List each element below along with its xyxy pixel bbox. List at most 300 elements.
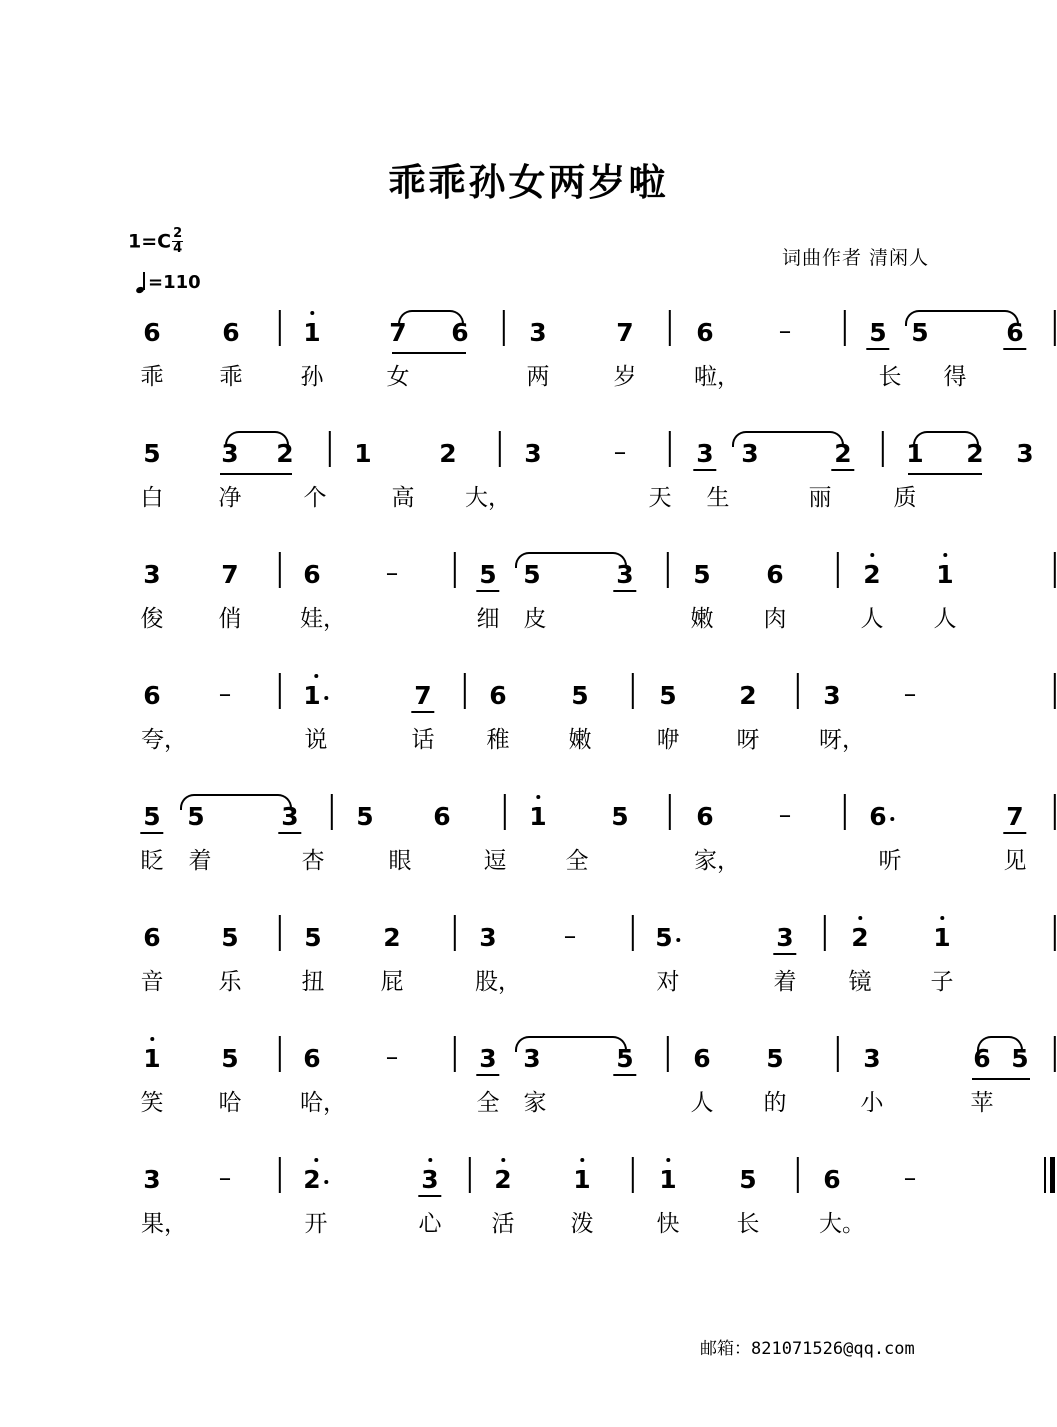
note-cell [1016, 441, 1033, 467]
note-glyph: 3 [479, 1044, 497, 1073]
note-glyph: 1 [303, 320, 320, 345]
note-glyph: 5 [766, 1044, 784, 1073]
note-glyph: 3 [281, 802, 299, 831]
note-glyph: 5 [869, 318, 887, 347]
key-signature [128, 228, 183, 256]
tempo-marking [136, 272, 201, 293]
note-glyph: 3 [1016, 439, 1034, 468]
lyrics-row [120, 729, 940, 769]
key-label: 1=C [128, 230, 172, 253]
lyric-syllable: 哈 [218, 1090, 242, 1116]
barline [797, 1157, 799, 1193]
note-cell [356, 804, 373, 830]
note-cell [659, 683, 676, 709]
note-cell [778, 316, 792, 346]
music-system [120, 308, 1024, 429]
note-cell [696, 320, 713, 346]
note-glyph: 6 [823, 1165, 841, 1194]
tempo-value: =110 [148, 272, 201, 293]
lyric-syllable: 着 [773, 969, 797, 995]
note-glyph: 2 [739, 681, 757, 710]
barline [469, 1157, 471, 1193]
lyric-syllable: 生 [706, 485, 730, 511]
lyric-syllable: 全 [476, 1090, 500, 1116]
note-cell [221, 925, 238, 951]
time-denominator: 4 [173, 240, 183, 256]
note-glyph: 6 [696, 318, 714, 347]
lyric-syllable: 夸， [141, 727, 187, 753]
note-cell [659, 1167, 676, 1193]
lyrics-row [120, 1213, 940, 1253]
barline [1054, 310, 1056, 346]
note-cell [616, 1046, 633, 1072]
note-cell [218, 1163, 232, 1193]
lyric-syllable: 快 [656, 1211, 680, 1237]
lyric-syllable: 见 [1003, 848, 1027, 874]
barline [279, 1157, 281, 1193]
duration-dash: – [218, 1163, 232, 1192]
note-glyph: 3 [823, 681, 841, 710]
note-glyph: 2 [834, 439, 852, 468]
note-cell [851, 925, 868, 951]
note-cell [433, 804, 450, 830]
note-glyph: 3 [143, 560, 161, 589]
note-glyph: 3 [523, 1044, 541, 1073]
lyrics-row [120, 364, 967, 406]
barline [329, 431, 331, 467]
note-cell [143, 804, 160, 830]
note-cell [524, 441, 541, 467]
barline [632, 915, 634, 951]
note-glyph: 6 [869, 804, 894, 829]
note-glyph: 6 [303, 1044, 321, 1073]
lyric-syllable: 家， [694, 848, 740, 874]
note-cell [863, 1046, 880, 1072]
barline [454, 552, 456, 588]
note-cell [766, 1046, 783, 1072]
page-title: 乖乖孙女两岁啦 [388, 160, 669, 204]
lyric-syllable: 孙 [300, 364, 324, 390]
note-cell [616, 320, 633, 346]
contact-email: 邮箱：821071526@qq.com [700, 1339, 915, 1359]
note-cell [523, 562, 540, 588]
note-glyph: 1 [573, 1167, 590, 1192]
music-system [120, 429, 1034, 550]
final-double-barline [1044, 1157, 1056, 1193]
note-glyph: 1 [906, 439, 924, 468]
duration-dash: – [778, 316, 792, 345]
note-cell [869, 804, 894, 830]
note-cell [143, 562, 160, 588]
lyric-syllable: 扭 [301, 969, 325, 995]
barline [797, 673, 799, 709]
note-cell [693, 562, 710, 588]
barline [454, 1036, 456, 1072]
note-glyph: 5 [571, 681, 589, 710]
note-cell [696, 804, 713, 830]
note-glyph: 5 [221, 1044, 239, 1073]
note-glyph: 2 [494, 1167, 511, 1192]
note-glyph: 5 [611, 802, 629, 831]
barline [1054, 1036, 1056, 1072]
duration-dash: – [563, 921, 577, 950]
note-glyph: 5 [143, 802, 161, 831]
notes-row [120, 308, 1024, 366]
lyric-syllable: 岁 [613, 364, 637, 390]
note-cell [1006, 804, 1023, 830]
note-glyph: 5 [655, 925, 680, 950]
note-cell [563, 921, 577, 951]
note-cell [616, 562, 633, 588]
barline [669, 794, 671, 830]
note-cell [823, 683, 840, 709]
note-cell [869, 320, 886, 346]
lyric-syllable: 稚 [486, 727, 510, 753]
note-glyph: 3 [863, 1044, 881, 1073]
barline [464, 673, 466, 709]
barline [837, 552, 839, 588]
barline [1054, 552, 1056, 588]
note-cell [303, 320, 320, 346]
lyric-syllable: 逗 [483, 848, 507, 874]
lyric-syllable: 活 [491, 1211, 515, 1237]
note-glyph: 6 [696, 802, 714, 831]
note-glyph: 5 [304, 923, 322, 952]
barline [279, 552, 281, 588]
note-cell [385, 558, 399, 588]
notes-row [120, 429, 1034, 487]
note-glyph: 5 [616, 1044, 634, 1073]
note-cell [143, 1167, 160, 1193]
barline [1054, 673, 1056, 709]
note-glyph: 3 [524, 439, 542, 468]
music-system [120, 1155, 940, 1276]
note-cell [834, 441, 851, 467]
barline [824, 915, 826, 951]
music-system [120, 1034, 1029, 1155]
note-glyph: 5 [523, 560, 541, 589]
lyric-syllable: 人 [860, 606, 884, 632]
note-glyph: 7 [1006, 802, 1024, 831]
note-glyph: 3 [776, 923, 794, 952]
note-cell [741, 441, 758, 467]
note-cell [303, 562, 320, 588]
notes-row [120, 913, 951, 971]
note-cell [489, 683, 506, 709]
note-glyph: 6 [143, 318, 161, 347]
duration-dash: – [778, 800, 792, 829]
lyric-syllable: 全 [565, 848, 589, 874]
duration-dash: – [385, 1042, 399, 1071]
barline [669, 431, 671, 467]
lyric-syllable: 开 [304, 1211, 328, 1237]
note-glyph: 3 [143, 1165, 161, 1194]
beam-line [908, 473, 982, 475]
duration-dash: – [218, 679, 232, 708]
note-glyph: 6 [451, 318, 469, 347]
note-cell [304, 925, 321, 951]
barline [667, 1036, 669, 1072]
beam-line [220, 473, 292, 475]
barline [632, 673, 634, 709]
lyric-syllable: 股， [475, 969, 521, 995]
lyric-syllable: 女 [386, 364, 410, 390]
note-glyph: 5 [356, 802, 374, 831]
note-glyph: 2 [276, 439, 294, 468]
lyric-syllable: 丽 [808, 485, 832, 511]
lyric-syllable: 细 [476, 606, 500, 632]
note-glyph: 1 [659, 1167, 676, 1192]
lyric-syllable: 的 [763, 1090, 787, 1116]
duration-dash: – [385, 558, 399, 587]
barline [1054, 915, 1056, 951]
lyric-syllable: 小 [860, 1090, 884, 1116]
note-glyph: 1 [933, 925, 950, 950]
notes-row [120, 671, 940, 729]
lyric-syllable: 白 [140, 485, 164, 511]
note-glyph: 5 [659, 681, 677, 710]
note-glyph: 2 [966, 439, 984, 468]
note-glyph: 2 [439, 439, 457, 468]
lyric-syllable: 大， [465, 485, 511, 511]
note-glyph: 3 [421, 1167, 438, 1192]
note-cell [903, 1163, 917, 1193]
note-cell [143, 1046, 160, 1072]
note-glyph: 6 [143, 681, 161, 710]
note-cell [143, 320, 160, 346]
lyric-syllable: 眨 [140, 848, 164, 874]
lyric-syllable: 天 [648, 485, 672, 511]
note-glyph: 6 [143, 923, 161, 952]
note-glyph: 7 [389, 318, 407, 347]
lyric-syllable: 人 [933, 606, 957, 632]
note-cell [611, 804, 628, 830]
note-cell [451, 320, 468, 346]
barline [279, 915, 281, 951]
note-cell [221, 562, 238, 588]
note-glyph: 6 [693, 1044, 711, 1073]
lyric-syllable: 说 [304, 727, 328, 753]
note-cell [655, 925, 680, 951]
note-glyph: 3 [616, 560, 634, 589]
note-glyph: 7 [414, 681, 432, 710]
barline [279, 1036, 281, 1072]
note-cell [823, 1167, 840, 1193]
note-cell [276, 441, 293, 467]
lyric-syllable: 乐 [218, 969, 242, 995]
lyric-syllable: 皮 [523, 606, 547, 632]
barline [504, 794, 506, 830]
lyric-syllable: 屁 [380, 969, 404, 995]
duration-dash: – [613, 437, 627, 466]
lyric-syllable: 咿 [656, 727, 680, 753]
note-cell [693, 1046, 710, 1072]
note-glyph: 1 [143, 1046, 160, 1071]
author-credit: 词曲作者 清闲人 [781, 247, 929, 269]
lyrics-row [120, 969, 954, 1011]
note-cell [221, 1046, 238, 1072]
music-system [120, 913, 954, 1034]
lyric-syllable: 呀， [819, 727, 865, 753]
lyric-syllable: 长 [736, 1211, 760, 1237]
note-cell [966, 441, 983, 467]
note-cell [1011, 1046, 1028, 1072]
lyric-syllable: 俏 [218, 606, 242, 632]
lyric-syllable: 肉 [763, 606, 787, 632]
note-glyph: 5 [187, 802, 205, 831]
note-cell [778, 800, 792, 830]
notes-row [120, 550, 954, 608]
note-glyph: 3 [741, 439, 759, 468]
note-cell [613, 437, 627, 467]
lyric-syllable: 质 [893, 485, 917, 511]
beam-line [392, 352, 466, 354]
note-cell [479, 562, 496, 588]
note-glyph: 3 [221, 439, 239, 468]
lyric-syllable: 话 [411, 727, 435, 753]
music-system [120, 550, 957, 671]
barline [844, 310, 846, 346]
note-glyph: 5 [739, 1165, 757, 1194]
note-cell [383, 925, 400, 951]
barline [279, 310, 281, 346]
note-glyph: 3 [479, 923, 497, 952]
note-cell [494, 1167, 511, 1193]
augmentation-dot [325, 696, 329, 700]
barline [1054, 794, 1056, 830]
note-cell [281, 804, 298, 830]
time-signature [172, 227, 183, 255]
notes-row [120, 1155, 940, 1213]
note-cell [766, 562, 783, 588]
barline [279, 673, 281, 709]
note-cell [523, 1046, 540, 1072]
note-glyph: 5 [221, 923, 239, 952]
note-glyph: 5 [1011, 1044, 1029, 1073]
note-cell [933, 925, 950, 951]
note-cell [222, 320, 239, 346]
note-cell [421, 1167, 438, 1193]
note-cell [143, 683, 160, 709]
time-numerator: 2 [173, 226, 183, 241]
music-system [120, 671, 940, 792]
barline [331, 794, 333, 830]
note-cell [1006, 320, 1023, 346]
lyric-syllable: 心 [418, 1211, 442, 1237]
note-glyph: 6 [433, 802, 451, 831]
note-cell [479, 1046, 496, 1072]
lyric-syllable: 净 [218, 485, 242, 511]
lyric-syllable: 眼 [388, 848, 412, 874]
lyric-syllable: 俊 [140, 606, 164, 632]
lyric-syllable: 呀 [736, 727, 760, 753]
note-glyph: 6 [303, 560, 321, 589]
note-cell [354, 441, 371, 467]
notes-row [120, 792, 1024, 850]
note-glyph: 7 [616, 318, 634, 347]
note-cell [303, 1167, 328, 1193]
lyric-syllable: 长 [878, 364, 902, 390]
lyric-syllable: 得 [943, 364, 967, 390]
lyric-syllable: 对 [656, 969, 680, 995]
note-cell [479, 925, 496, 951]
note-glyph: 1 [354, 439, 372, 468]
lyric-syllable: 苹 [970, 1090, 994, 1116]
note-cell [529, 320, 546, 346]
note-cell [911, 320, 928, 346]
note-glyph: 6 [489, 681, 507, 710]
note-glyph: 5 [911, 318, 929, 347]
note-cell [571, 683, 588, 709]
lyric-syllable: 个 [303, 485, 327, 511]
note-glyph: 6 [973, 1044, 991, 1073]
note-cell [385, 1042, 399, 1072]
barline [837, 1036, 839, 1072]
lyric-syllable: 乖 [219, 364, 243, 390]
note-glyph: 1 [529, 804, 546, 829]
note-cell [973, 1046, 990, 1072]
note-glyph: 2 [303, 1167, 328, 1192]
lyric-syllable: 高 [391, 485, 415, 511]
note-glyph: 2 [383, 923, 401, 952]
note-glyph: 3 [696, 439, 714, 468]
note-cell [303, 1046, 320, 1072]
lyrics-row [120, 606, 957, 648]
lyric-syllable: 两 [526, 364, 550, 390]
note-glyph: 2 [863, 562, 880, 587]
lyric-syllable: 听 [878, 848, 902, 874]
duration-dash: – [903, 679, 917, 708]
lyric-syllable: 啦， [694, 364, 740, 390]
lyric-syllable: 嫩 [568, 727, 592, 753]
note-cell [903, 679, 917, 709]
lyric-syllable: 大。 [819, 1211, 865, 1237]
barline [499, 431, 501, 467]
lyric-syllable: 音 [140, 969, 164, 995]
note-cell [187, 804, 204, 830]
barline [844, 794, 846, 830]
lyrics-row [120, 1090, 994, 1132]
note-cell [906, 441, 923, 467]
note-glyph: 5 [693, 560, 711, 589]
augmentation-dot [677, 938, 681, 942]
note-glyph: 1 [303, 683, 328, 708]
note-glyph: 2 [851, 925, 868, 950]
note-glyph: 5 [143, 439, 161, 468]
lyric-syllable: 乖 [140, 364, 164, 390]
lyric-syllable: 笑 [140, 1090, 164, 1116]
note-cell [863, 562, 880, 588]
beam-line [972, 1078, 1030, 1080]
note-cell [936, 562, 953, 588]
lyrics-row [120, 848, 1027, 890]
lyric-syllable: 嫩 [690, 606, 714, 632]
lyric-syllable: 果， [141, 1211, 187, 1237]
note-cell [573, 1167, 590, 1193]
note-cell [143, 925, 160, 951]
barline [632, 1157, 634, 1193]
quarter-note-icon [136, 273, 147, 293]
note-cell [303, 683, 328, 709]
notes-row [120, 1034, 1029, 1092]
note-cell [143, 441, 160, 467]
lyric-syllable: 人 [690, 1090, 714, 1116]
lyric-syllable: 哈， [300, 1090, 346, 1116]
note-cell [696, 441, 713, 467]
note-glyph: 6 [1006, 318, 1024, 347]
note-cell [776, 925, 793, 951]
note-glyph: 7 [221, 560, 239, 589]
